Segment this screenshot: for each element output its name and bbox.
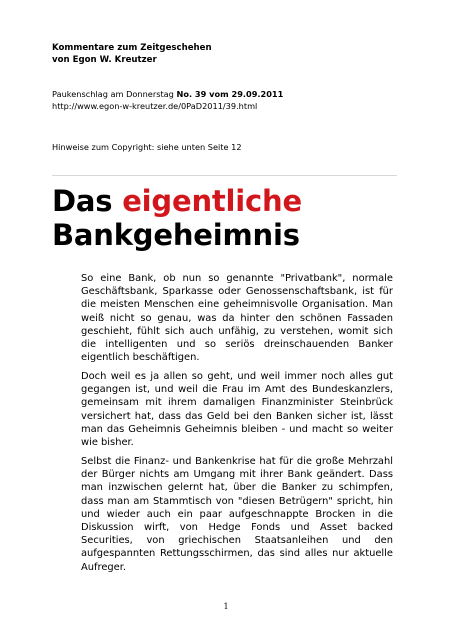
publication-author: von Egon W. Kreutzer — [52, 55, 157, 65]
title-part-1: Das — [52, 184, 123, 218]
issue-number: No. 39 vom 29.09.2011 — [176, 89, 284, 99]
body-paragraph: So eine Bank, ob nun so genannte "Privatbank", normale Geschäftsbank, Sparkasse oder Genossenschaftsbank, ist für die meisten Menschen eine geheimnisvolle Organisation. Man weiß nicht so genau, was da hinter den schönen Fassaden geschieht, fühlt sich auch unfähig, zu verstehen, womit sich die intelligenten und so seriös dreinschauenden Banker eigentlich beschäftigen. — [81, 273, 393, 364]
body-paragraph: Doch weil es ja allen so geht, und weil immer noch alles gut gegangen ist, und weil die Frau im Amt des Bundeskanzlers, gemeinsam mit ihrem damaligen Finanzminister Steinbrück versichert hat, dass das Geld bei den Banken sicher ist, lässt man das Geheimnis Geheimnis bleiben - und macht so weiter wie bisher. — [81, 371, 393, 449]
article-url[interactable]: http://www.egon-w-kreutzer.de/0PaD2011/39.html — [52, 101, 258, 111]
publication-header — [52, 42, 412, 66]
copyright-note: Hinweise zum Copyright: siehe unten Seite 12 — [52, 142, 242, 152]
body-paragraph: Selbst die Finanz- und Bankenkrise hat für die große Mehrzahl der Bürger nichts am Umgang mit ihrer Bank geändert. Dass man inzwischen gelernt hat, über die Banker zu schimpfen, dass man am Stammtisch von "diesen Betrügern" spricht, hin und wieder auch ein paar aufgeschnappte Brocken in die Diskussion wirft, von Hedge Fonds und Asset backed Securities, von griechischen Staatsanleihen und den aufgespannten Rettungsschirmen, das sind alles nur aktuelle Aufreger. — [81, 456, 393, 573]
issue-line — [52, 88, 283, 100]
page-number: 1 — [223, 602, 229, 611]
header-divider — [52, 175, 397, 176]
title-part-2: Bankgeheimnis — [52, 218, 300, 252]
article-title — [52, 184, 302, 252]
issue-prefix: Paukenschlag am Donnerstag — [52, 89, 177, 99]
publication-title: Kommentare zum Zeitgeschehen — [52, 43, 212, 53]
title-accent-word: eigentliche — [122, 184, 302, 218]
